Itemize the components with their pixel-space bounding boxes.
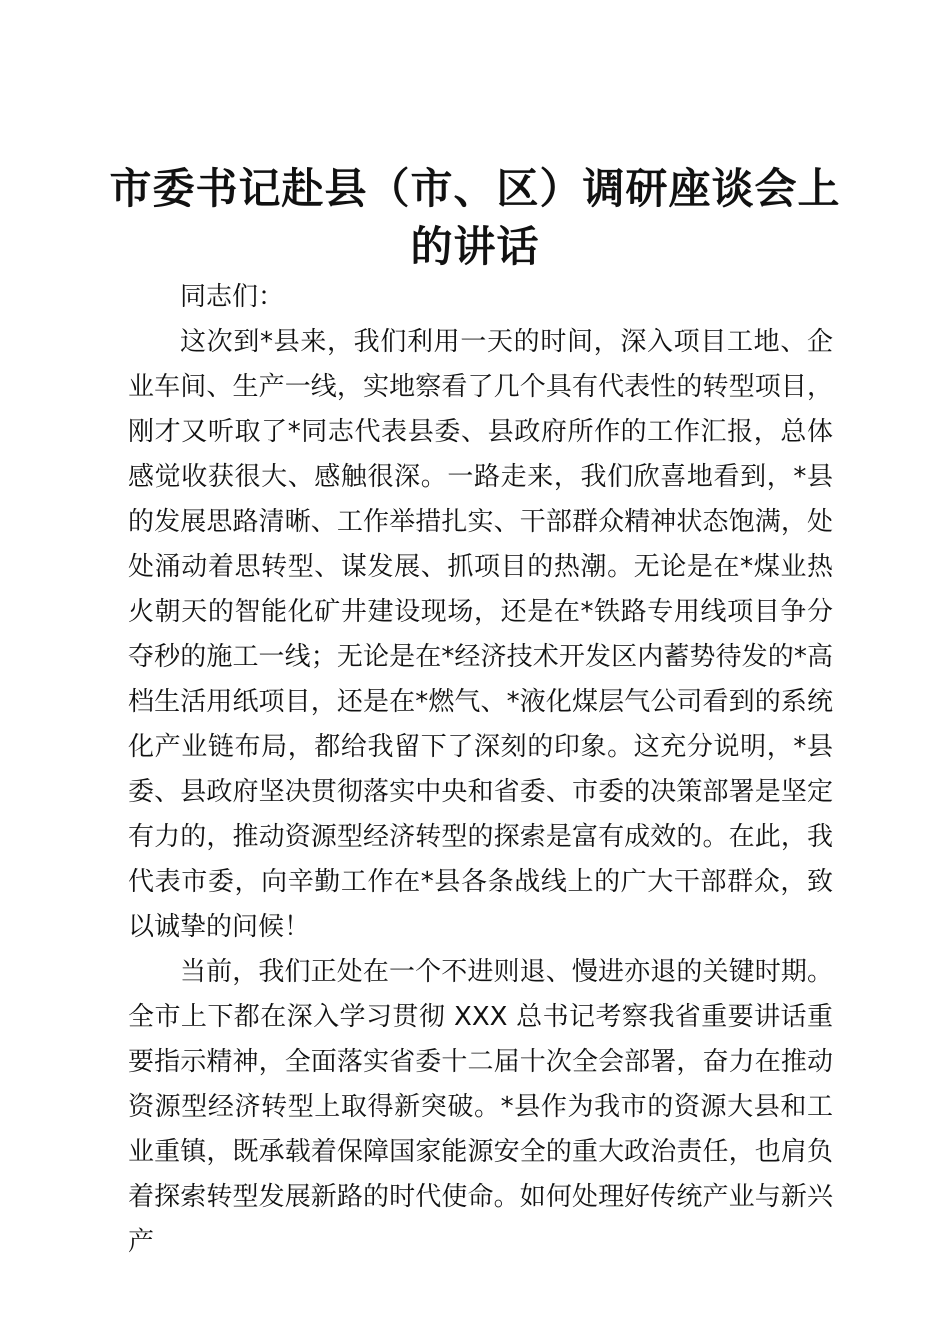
document-body <box>128 275 833 1265</box>
greeting: 同志们： <box>180 282 285 312</box>
document-title: 市委书记赴县（市、区）调研座谈会上的讲话 <box>109 164 841 271</box>
paragraph-1: 这次到*县来，我们利用一天的时间，深入项目工地、企业车间、生产一线，实地察看了几个具有代表性的转型项目，刚才又听取了*同志代表县委、县政府所作的工作汇报，总体感觉收获很大、感触很深。一路走来，我们欣喜地看到，*县的发展思路清晰、工作举措扎实、干部群众精神状态饱满，处处涌动着思转型、谋发展、抓项目的热潮。无论是在*煤业热火朝天的智能化矿井建设现场，还是在*铁路专用线项目争分夺秒的施工一线；无论是在*经济技术开发区内蓄势待发的*高档生活用纸项目，还是在*燃气、*液化煤层气公司看到的系统化产业链布局，都给我留下了深刻的印象。这充分说明，*县委、县政府坚决贯彻落实中央和省委、市委的决策部署是坚定有力的，推动资源型经济转型的探索是富有成效的。在此，我代表市委，向辛勤工作在*县各条战线上的广大干部群众，致以诚挚的问候！ <box>128 327 833 942</box>
paragraph-2: 当前，我们正处在一个不进则退、慢进亦退的关键时期。全市上下都在深入学习贯彻 XXX 总书记考察我省重要讲话重要指示精神，全面落实省委十二届十次全会部署，奋力在推动资源型经济转型上取得新突破。*县作为我市的资源大县和工业重镇，既承载着保障国家能源安全的重大政治责任，也肩负着探索转型发展新路的时代使命。如何处理好传统产业与新兴产 <box>128 957 833 1257</box>
